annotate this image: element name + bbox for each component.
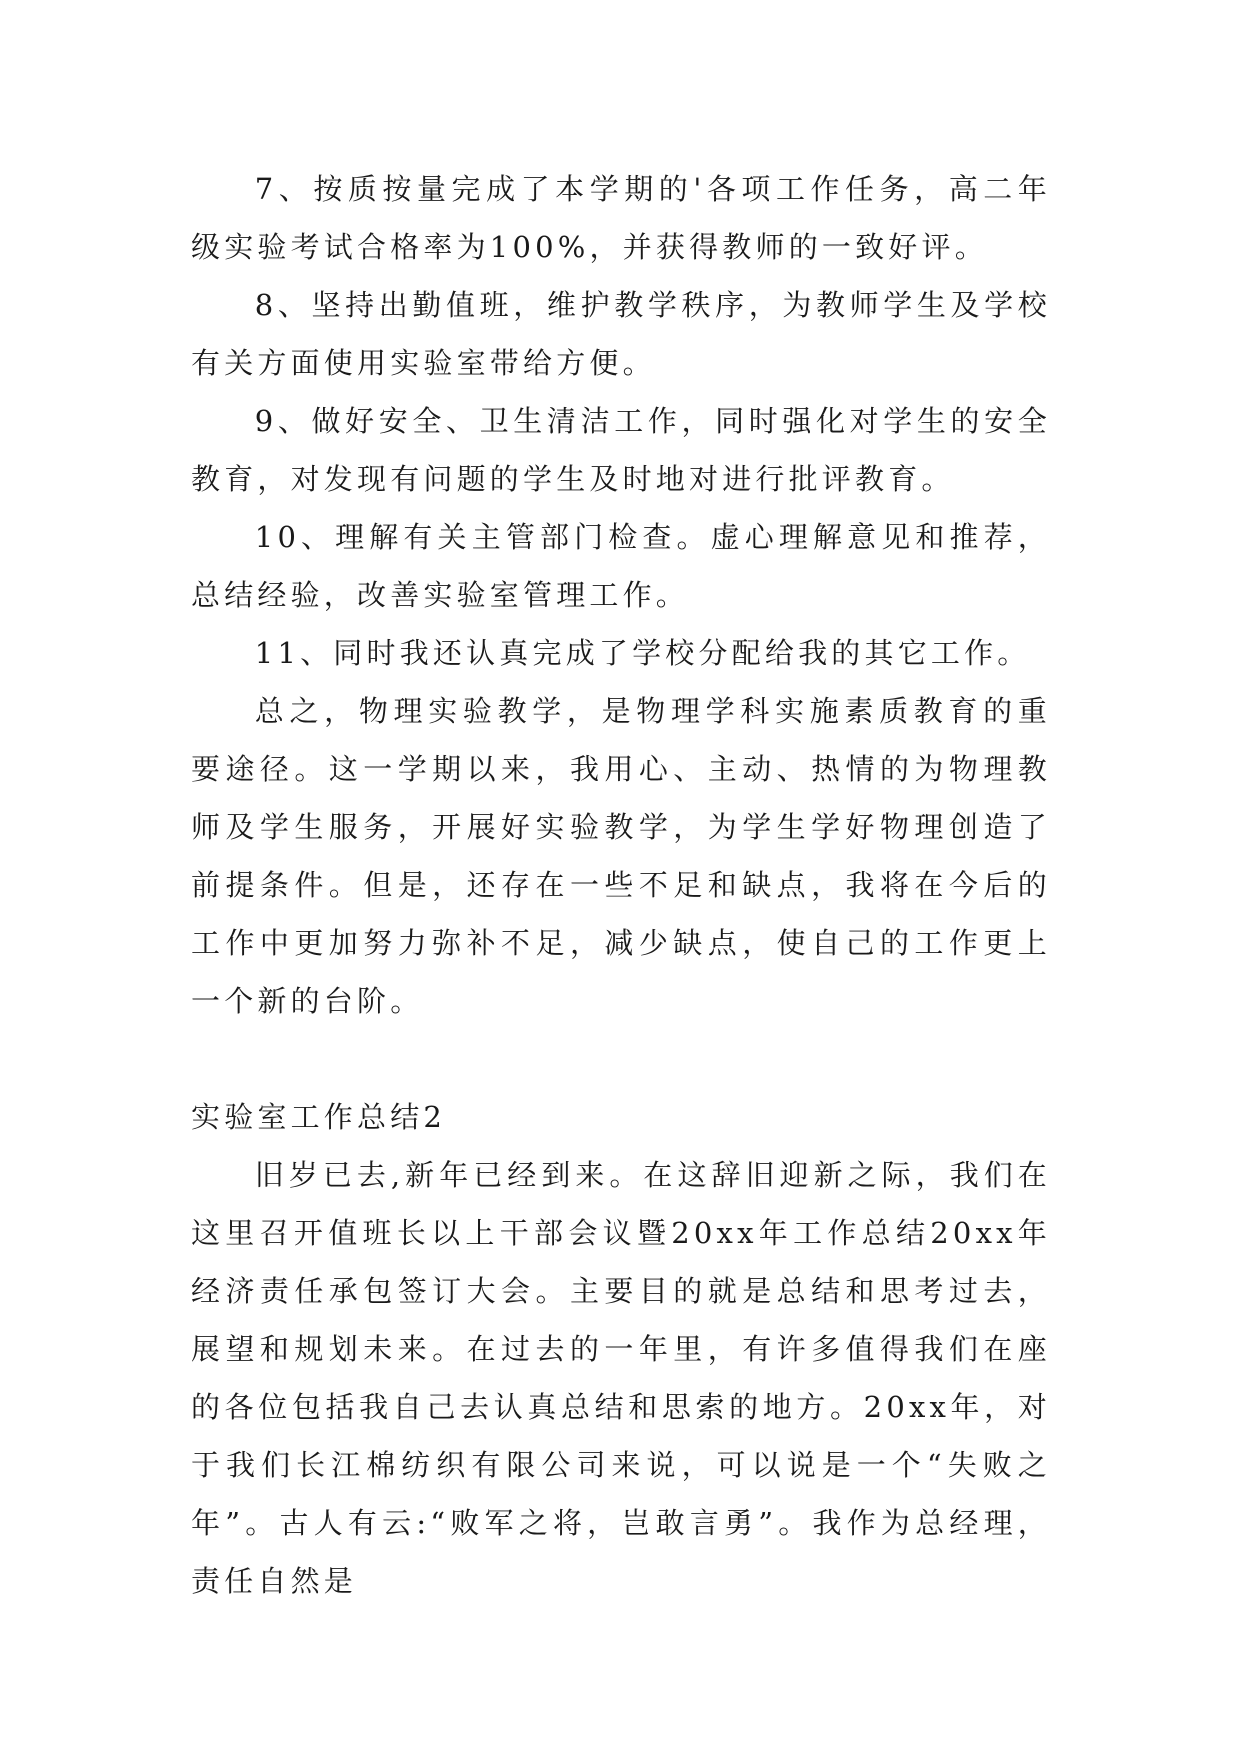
paragraph-item-7: 7、按质按量完成了本学期的'各项工作任务，高二年级实验考试合格率为100%，并获得教师的一致好评。 [191, 172, 1051, 264]
paragraph-item-9: 9、做好安全、卫生清洁工作，同时强化对学生的安全教育，对发现有问题的学生及时地对进行批评教育。 [191, 404, 1051, 496]
paragraph-conclusion: 总之，物理实验教学，是物理学科实施素质教育的重要途径。这一学期以来，我用心、主动、热情的为物理教师及学生服务，开展好实验教学，为学生学好物理创造了前提条件。但是，还存在一些不足和缺点，我将在今后的工作中更加努力弥补不足，减少缺点，使自己的工作更上一个新的台阶。 [191, 694, 1051, 1018]
document-body [191, 160, 1051, 1610]
paragraph-section2-intro: 旧岁已去,新年已经到来。在这辞旧迎新之际，我们在这里召开值班长以上干部会议暨20xx年工作总结20xx年经济责任承包签订大会。主要目的就是总结和思考过去，展望和规划未来。在过去的一年里，有许多值得我们在座的各位包括我自己去认真总结和思索的地方。20xx年，对于我们长江棉纺织有限公司来说，可以说是一个“失败之年”。古人有云:“败军之将，岂敢言勇”。我作为总经理，责任自然是 [191, 1158, 1051, 1598]
paragraph-item-10: 10、理解有关主管部门检查。虚心理解意见和推荐，总结经验，改善实验室管理工作。 [191, 520, 1051, 612]
section-heading: 实验室工作总结2 [191, 1100, 447, 1134]
paragraph-item-8: 8、坚持出勤值班，维护教学秩序，为教师学生及学校有关方面使用实验室带给方便。 [191, 288, 1051, 380]
paragraph-item-11: 11、同时我还认真完成了学校分配给我的其它工作。 [254, 636, 1031, 670]
